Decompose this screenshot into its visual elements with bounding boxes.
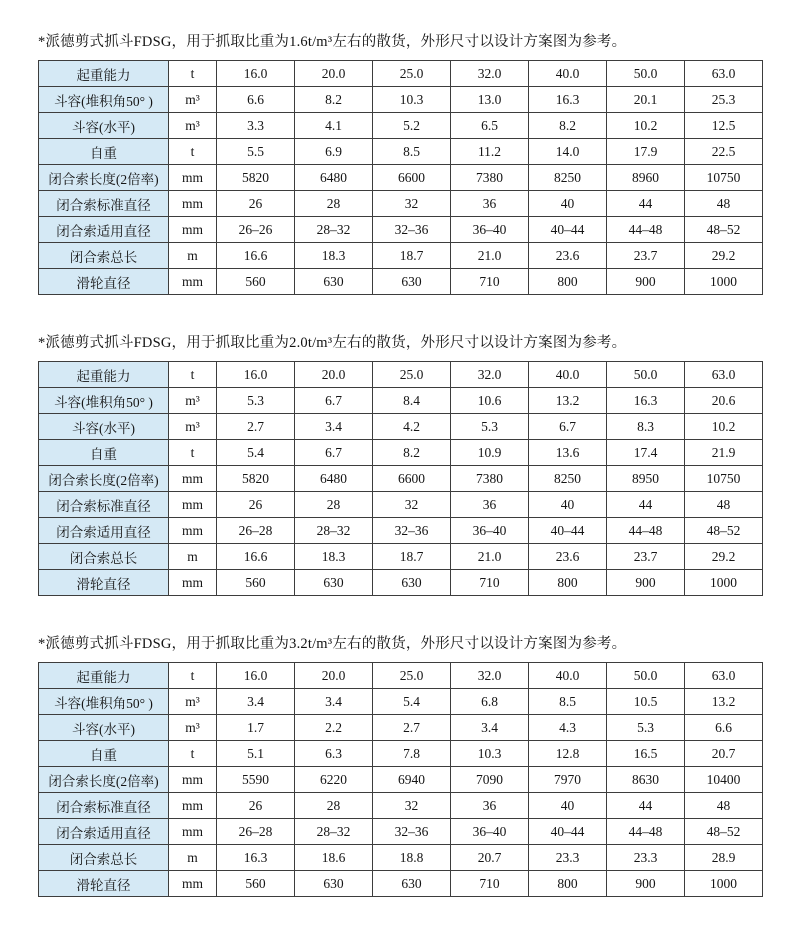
spec-value-cell: 32: [373, 191, 451, 217]
spec-value-cell: 8.2: [373, 440, 451, 466]
spec-value-cell: 6600: [373, 165, 451, 191]
spec-value-cell: 5.3: [451, 414, 529, 440]
row-unit: mm: [169, 518, 217, 544]
spec-value-cell: 44–48: [607, 217, 685, 243]
spec-table: [38, 662, 763, 897]
spec-value-cell: 8250: [529, 165, 607, 191]
spec-value-cell: 5.5: [217, 139, 295, 165]
row-label: 斗容(堆积角50° ): [39, 87, 169, 113]
row-unit: mm: [169, 767, 217, 793]
spec-value-cell: 50.0: [607, 61, 685, 87]
spec-value-cell: 40–44: [529, 518, 607, 544]
spec-value-cell: 2.7: [373, 715, 451, 741]
spec-value-cell: 29.2: [685, 243, 763, 269]
row-label: 斗容(堆积角50° ): [39, 388, 169, 414]
spec-value-cell: 630: [373, 570, 451, 596]
spec-value-cell: 10.2: [685, 414, 763, 440]
spec-value-cell: 8950: [607, 466, 685, 492]
spec-value-cell: 48–52: [685, 217, 763, 243]
spec-row: [39, 440, 763, 466]
spec-row: [39, 87, 763, 113]
spec-value-cell: 29.2: [685, 544, 763, 570]
spec-value-cell: 5.3: [217, 388, 295, 414]
row-unit: mm: [169, 570, 217, 596]
spec-value-cell: 16.3: [529, 87, 607, 113]
row-label: 闭合索标准直径: [39, 191, 169, 217]
spec-row: [39, 741, 763, 767]
spec-value-cell: 5.4: [373, 689, 451, 715]
spec-section-3.2: [38, 636, 762, 897]
spec-value-cell: 5820: [217, 466, 295, 492]
spec-value-cell: 8.5: [373, 139, 451, 165]
spec-value-cell: 13.2: [685, 689, 763, 715]
row-label: 起重能力: [39, 663, 169, 689]
spec-value-cell: 710: [451, 871, 529, 897]
spec-value-cell: 7380: [451, 466, 529, 492]
row-unit: mm: [169, 165, 217, 191]
spec-value-cell: 5820: [217, 165, 295, 191]
spec-value-cell: 16.6: [217, 544, 295, 570]
spec-value-cell: 21.0: [451, 544, 529, 570]
spec-value-cell: 6480: [295, 165, 373, 191]
section-title: *派德剪式抓斗FDSG，用于抓取比重为2.0t/m³左右的散货，外形尺寸以设计方案图为参考。: [38, 335, 627, 351]
spec-value-cell: 23.3: [529, 845, 607, 871]
spec-row: [39, 767, 763, 793]
spec-value-cell: 20.1: [607, 87, 685, 113]
spec-value-cell: 10.9: [451, 440, 529, 466]
spec-value-cell: 6220: [295, 767, 373, 793]
spec-value-cell: 900: [607, 269, 685, 295]
section-title: *派德剪式抓斗FDSG，用于抓取比重为1.6t/m³左右的散货，外形尺寸以设计方案图为参考。: [38, 34, 627, 50]
spec-value-cell: 26: [217, 492, 295, 518]
spec-value-cell: 22.5: [685, 139, 763, 165]
row-unit: mm: [169, 819, 217, 845]
spec-value-cell: 8.4: [373, 388, 451, 414]
spec-value-cell: 48: [685, 191, 763, 217]
row-unit: t: [169, 663, 217, 689]
spec-value-cell: 44: [607, 492, 685, 518]
spec-value-cell: 28: [295, 191, 373, 217]
spec-value-cell: 63.0: [685, 663, 763, 689]
spec-value-cell: 40–44: [529, 217, 607, 243]
spec-value-cell: 48: [685, 793, 763, 819]
spec-value-cell: 36: [451, 191, 529, 217]
spec-value-cell: 28–32: [295, 217, 373, 243]
row-label: 闭合索长度(2倍率): [39, 165, 169, 191]
spec-section-2.0: [38, 335, 762, 596]
spec-value-cell: 21.9: [685, 440, 763, 466]
spec-value-cell: 14.0: [529, 139, 607, 165]
spec-value-cell: 1000: [685, 269, 763, 295]
spec-value-cell: 8250: [529, 466, 607, 492]
spec-value-cell: 23.6: [529, 544, 607, 570]
spec-value-cell: 20.0: [295, 663, 373, 689]
spec-value-cell: 8.2: [295, 87, 373, 113]
spec-value-cell: 28.9: [685, 845, 763, 871]
spec-row: [39, 492, 763, 518]
spec-row: [39, 466, 763, 492]
spec-value-cell: 20.7: [685, 741, 763, 767]
spec-value-cell: 18.3: [295, 243, 373, 269]
spec-value-cell: 10.3: [451, 741, 529, 767]
spec-value-cell: 900: [607, 570, 685, 596]
spec-row: [39, 139, 763, 165]
spec-value-cell: 4.1: [295, 113, 373, 139]
spec-row: [39, 165, 763, 191]
spec-value-cell: 10.6: [451, 388, 529, 414]
spec-value-cell: 7090: [451, 767, 529, 793]
spec-value-cell: 23.7: [607, 544, 685, 570]
spec-value-cell: 16.6: [217, 243, 295, 269]
row-unit: t: [169, 139, 217, 165]
spec-value-cell: 32: [373, 793, 451, 819]
spec-value-cell: 25.0: [373, 61, 451, 87]
spec-value-cell: 6.7: [529, 414, 607, 440]
row-label: 闭合索总长: [39, 243, 169, 269]
row-unit: m³: [169, 715, 217, 741]
spec-value-cell: 630: [295, 570, 373, 596]
spec-row: [39, 518, 763, 544]
spec-value-cell: 40: [529, 191, 607, 217]
spec-value-cell: 5.2: [373, 113, 451, 139]
spec-value-cell: 32–36: [373, 819, 451, 845]
spec-value-cell: 36: [451, 492, 529, 518]
spec-value-cell: 26: [217, 191, 295, 217]
row-unit: t: [169, 61, 217, 87]
spec-value-cell: 710: [451, 269, 529, 295]
spec-row: [39, 362, 763, 388]
row-unit: mm: [169, 191, 217, 217]
row-unit: m³: [169, 87, 217, 113]
spec-value-cell: 44: [607, 793, 685, 819]
spec-value-cell: 20.0: [295, 61, 373, 87]
spec-value-cell: 16.5: [607, 741, 685, 767]
section-title: *派德剪式抓斗FDSG，用于抓取比重为3.2t/m³左右的散货，外形尺寸以设计方案图为参考。: [38, 636, 627, 652]
spec-value-cell: 6940: [373, 767, 451, 793]
spec-value-cell: 3.4: [217, 689, 295, 715]
spec-row: [39, 191, 763, 217]
spec-value-cell: 8.2: [529, 113, 607, 139]
spec-value-cell: 6600: [373, 466, 451, 492]
spec-value-cell: 26–28: [217, 819, 295, 845]
row-label: 滑轮直径: [39, 269, 169, 295]
row-label: 起重能力: [39, 362, 169, 388]
row-unit: m³: [169, 414, 217, 440]
spec-value-cell: 10.5: [607, 689, 685, 715]
spec-value-cell: 40.0: [529, 61, 607, 87]
spec-value-cell: 17.4: [607, 440, 685, 466]
spec-value-cell: 18.3: [295, 544, 373, 570]
spec-value-cell: 710: [451, 570, 529, 596]
spec-value-cell: 13.0: [451, 87, 529, 113]
spec-row: [39, 570, 763, 596]
spec-value-cell: 1.7: [217, 715, 295, 741]
spec-value-cell: 5.1: [217, 741, 295, 767]
row-unit: m: [169, 845, 217, 871]
spec-row: [39, 113, 763, 139]
spec-value-cell: 7380: [451, 165, 529, 191]
row-label: 自重: [39, 440, 169, 466]
spec-value-cell: 16.0: [217, 362, 295, 388]
spec-value-cell: 44–48: [607, 819, 685, 845]
spec-value-cell: 63.0: [685, 61, 763, 87]
spec-value-cell: 44–48: [607, 518, 685, 544]
spec-value-cell: 23.7: [607, 243, 685, 269]
spec-value-cell: 40: [529, 793, 607, 819]
spec-value-cell: 3.4: [451, 715, 529, 741]
spec-value-cell: 40–44: [529, 819, 607, 845]
spec-value-cell: 6.5: [451, 113, 529, 139]
spec-value-cell: 28–32: [295, 518, 373, 544]
spec-value-cell: 900: [607, 871, 685, 897]
spec-table: [38, 361, 763, 596]
spec-value-cell: 1000: [685, 871, 763, 897]
spec-value-cell: 20.6: [685, 388, 763, 414]
spec-value-cell: 44: [607, 191, 685, 217]
spec-value-cell: 800: [529, 570, 607, 596]
row-label: 闭合索适用直径: [39, 217, 169, 243]
spec-value-cell: 63.0: [685, 362, 763, 388]
spec-value-cell: 36–40: [451, 217, 529, 243]
spec-value-cell: 36–40: [451, 518, 529, 544]
spec-value-cell: 32: [373, 492, 451, 518]
spec-value-cell: 40.0: [529, 663, 607, 689]
row-unit: m³: [169, 388, 217, 414]
spec-value-cell: 21.0: [451, 243, 529, 269]
spec-value-cell: 8.3: [607, 414, 685, 440]
row-label: 自重: [39, 741, 169, 767]
row-unit: mm: [169, 871, 217, 897]
spec-value-cell: 800: [529, 871, 607, 897]
row-label: 斗容(水平): [39, 414, 169, 440]
spec-value-cell: 1000: [685, 570, 763, 596]
spec-value-cell: 6.8: [451, 689, 529, 715]
spec-row: [39, 243, 763, 269]
row-unit: mm: [169, 466, 217, 492]
spec-value-cell: 20.0: [295, 362, 373, 388]
spec-value-cell: 28: [295, 793, 373, 819]
spec-value-cell: 16.0: [217, 663, 295, 689]
row-label: 滑轮直径: [39, 570, 169, 596]
row-label: 闭合索适用直径: [39, 819, 169, 845]
spec-value-cell: 10750: [685, 165, 763, 191]
row-label: 斗容(水平): [39, 113, 169, 139]
spec-value-cell: 36: [451, 793, 529, 819]
spec-row: [39, 269, 763, 295]
spec-value-cell: 48: [685, 492, 763, 518]
spec-value-cell: 25.3: [685, 87, 763, 113]
spec-value-cell: 48–52: [685, 819, 763, 845]
spec-row: [39, 689, 763, 715]
spec-value-cell: 800: [529, 269, 607, 295]
spec-value-cell: 6.3: [295, 741, 373, 767]
spec-value-cell: 630: [373, 269, 451, 295]
spec-value-cell: 40: [529, 492, 607, 518]
row-label: 闭合索长度(2倍率): [39, 767, 169, 793]
spec-value-cell: 25.0: [373, 663, 451, 689]
row-label: 闭合索总长: [39, 544, 169, 570]
spec-value-cell: 4.3: [529, 715, 607, 741]
spec-value-cell: 18.8: [373, 845, 451, 871]
row-label: 起重能力: [39, 61, 169, 87]
spec-value-cell: 40.0: [529, 362, 607, 388]
spec-value-cell: 48–52: [685, 518, 763, 544]
spec-row: [39, 544, 763, 570]
row-unit: t: [169, 362, 217, 388]
spec-value-cell: 6.9: [295, 139, 373, 165]
spec-value-cell: 16.3: [607, 388, 685, 414]
spec-value-cell: 6.6: [217, 87, 295, 113]
spec-value-cell: 13.6: [529, 440, 607, 466]
row-label: 斗容(堆积角50° ): [39, 689, 169, 715]
spec-value-cell: 18.7: [373, 243, 451, 269]
row-unit: m³: [169, 113, 217, 139]
spec-value-cell: 3.4: [295, 414, 373, 440]
spec-row: [39, 715, 763, 741]
spec-row: [39, 61, 763, 87]
spec-value-cell: 8.5: [529, 689, 607, 715]
spec-value-cell: 5590: [217, 767, 295, 793]
row-unit: mm: [169, 217, 217, 243]
spec-row: [39, 388, 763, 414]
spec-value-cell: 630: [295, 269, 373, 295]
spec-row: [39, 414, 763, 440]
row-label: 闭合索标准直径: [39, 793, 169, 819]
spec-value-cell: 5.3: [607, 715, 685, 741]
spec-row: [39, 663, 763, 689]
spec-value-cell: 16.3: [217, 845, 295, 871]
row-unit: m³: [169, 689, 217, 715]
spec-value-cell: 32.0: [451, 663, 529, 689]
spec-value-cell: 630: [295, 871, 373, 897]
spec-value-cell: 10750: [685, 466, 763, 492]
row-label: 闭合索总长: [39, 845, 169, 871]
spec-row: [39, 793, 763, 819]
spec-value-cell: 32–36: [373, 217, 451, 243]
row-label: 闭合索长度(2倍率): [39, 466, 169, 492]
spec-value-cell: 32.0: [451, 61, 529, 87]
spec-value-cell: 560: [217, 269, 295, 295]
row-unit: m: [169, 544, 217, 570]
spec-value-cell: 3.4: [295, 689, 373, 715]
row-label: 滑轮直径: [39, 871, 169, 897]
spec-value-cell: 6.7: [295, 388, 373, 414]
spec-section-1.6: [38, 34, 762, 295]
spec-value-cell: 5.4: [217, 440, 295, 466]
spec-value-cell: 17.9: [607, 139, 685, 165]
spec-value-cell: 7.8: [373, 741, 451, 767]
spec-value-cell: 630: [373, 871, 451, 897]
spec-row: [39, 871, 763, 897]
spec-value-cell: 8960: [607, 165, 685, 191]
spec-value-cell: 11.2: [451, 139, 529, 165]
spec-value-cell: 6480: [295, 466, 373, 492]
spec-value-cell: 18.7: [373, 544, 451, 570]
spec-value-cell: 2.7: [217, 414, 295, 440]
spec-value-cell: 16.0: [217, 61, 295, 87]
row-unit: m: [169, 243, 217, 269]
spec-value-cell: 6.7: [295, 440, 373, 466]
spec-value-cell: 26–26: [217, 217, 295, 243]
spec-value-cell: 10400: [685, 767, 763, 793]
spec-row: [39, 819, 763, 845]
spec-value-cell: 32–36: [373, 518, 451, 544]
spec-value-cell: 8630: [607, 767, 685, 793]
spec-value-cell: 25.0: [373, 362, 451, 388]
row-label: 闭合索标准直径: [39, 492, 169, 518]
row-unit: t: [169, 741, 217, 767]
spec-value-cell: 50.0: [607, 362, 685, 388]
spec-value-cell: 28–32: [295, 819, 373, 845]
spec-value-cell: 6.6: [685, 715, 763, 741]
row-unit: t: [169, 440, 217, 466]
spec-value-cell: 10.3: [373, 87, 451, 113]
row-label: 斗容(水平): [39, 715, 169, 741]
spec-value-cell: 12.5: [685, 113, 763, 139]
spec-value-cell: 13.2: [529, 388, 607, 414]
spec-value-cell: 560: [217, 570, 295, 596]
spec-value-cell: 7970: [529, 767, 607, 793]
spec-value-cell: 23.6: [529, 243, 607, 269]
row-unit: mm: [169, 269, 217, 295]
spec-row: [39, 845, 763, 871]
spec-value-cell: 3.3: [217, 113, 295, 139]
spec-value-cell: 4.2: [373, 414, 451, 440]
spec-value-cell: 26: [217, 793, 295, 819]
spec-value-cell: 560: [217, 871, 295, 897]
spec-value-cell: 10.2: [607, 113, 685, 139]
row-label: 自重: [39, 139, 169, 165]
spec-value-cell: 28: [295, 492, 373, 518]
spec-value-cell: 23.3: [607, 845, 685, 871]
row-label: 闭合索适用直径: [39, 518, 169, 544]
spec-value-cell: 36–40: [451, 819, 529, 845]
spec-value-cell: 26–28: [217, 518, 295, 544]
spec-value-cell: 20.7: [451, 845, 529, 871]
row-unit: mm: [169, 492, 217, 518]
spec-row: [39, 217, 763, 243]
spec-value-cell: 32.0: [451, 362, 529, 388]
spec-value-cell: 12.8: [529, 741, 607, 767]
spec-value-cell: 2.2: [295, 715, 373, 741]
spec-value-cell: 18.6: [295, 845, 373, 871]
spec-value-cell: 50.0: [607, 663, 685, 689]
spec-table: [38, 60, 763, 295]
row-unit: mm: [169, 793, 217, 819]
